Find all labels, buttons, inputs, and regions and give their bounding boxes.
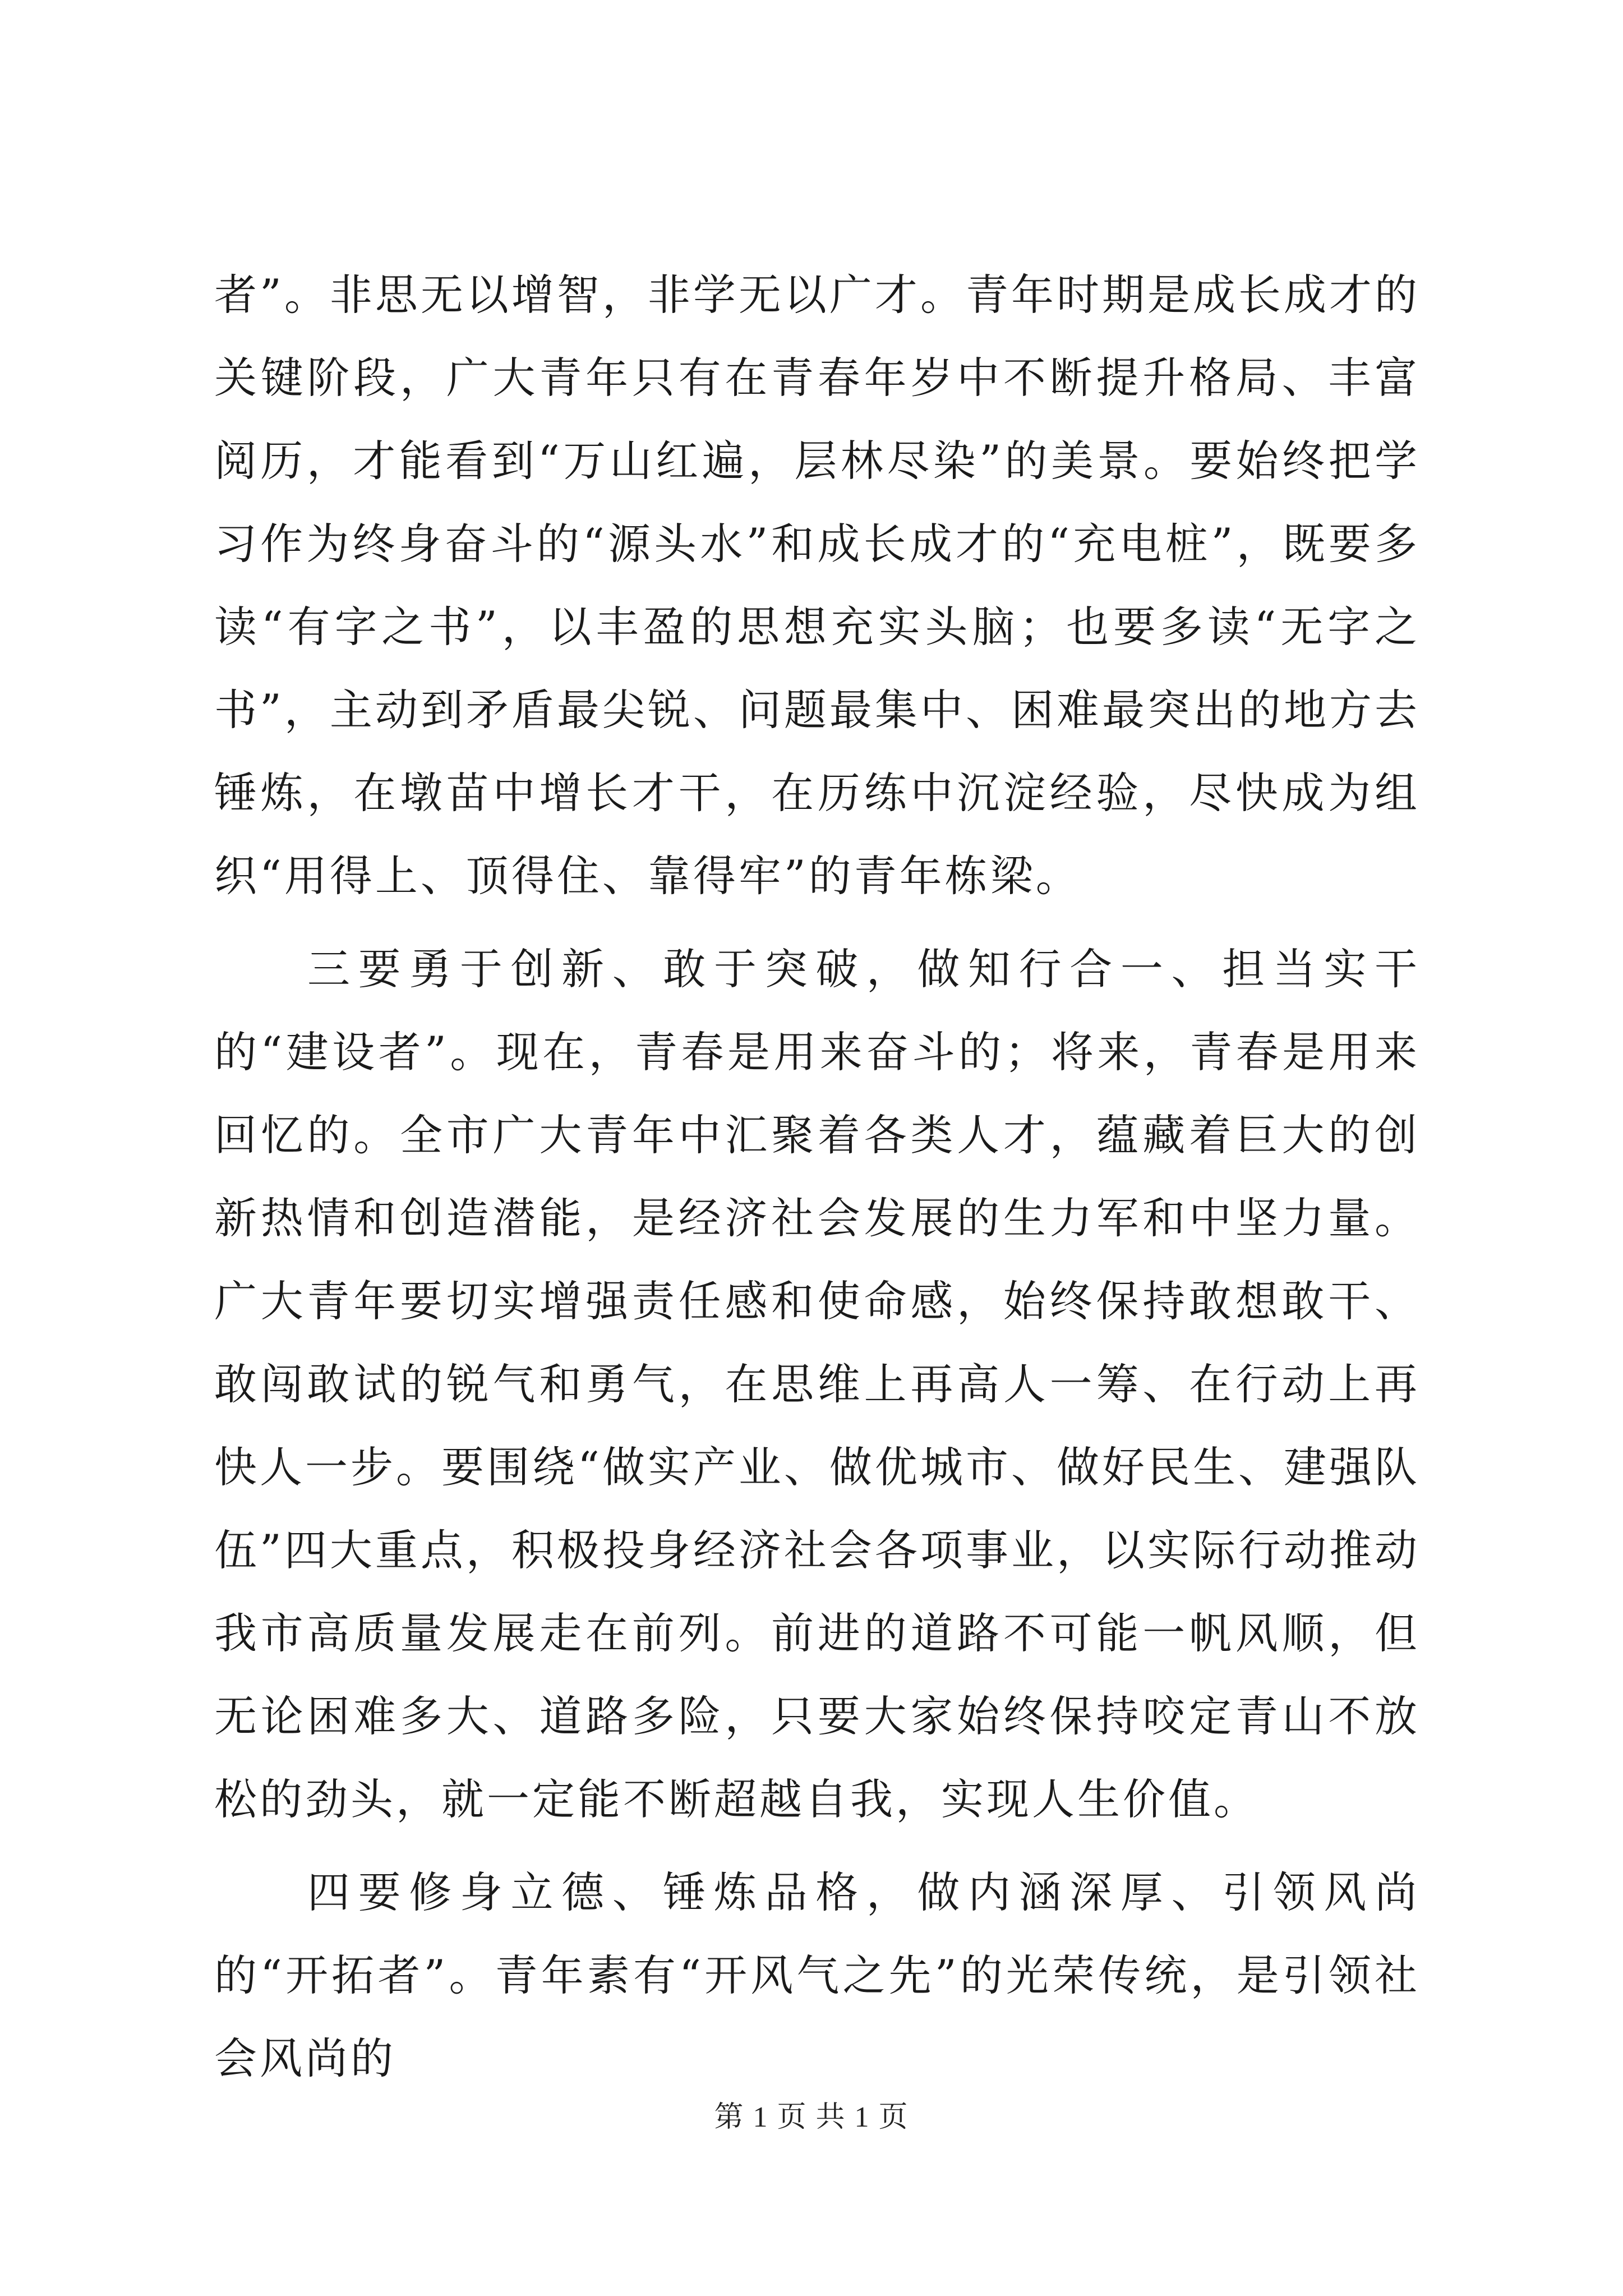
paragraph-point-four: 四要修身立德、锤炼品格，做内涵深厚、引领风尚的“开拓者”。青年素有“开风气之先”的光荣传统，是引领社会风尚的 [214, 1867, 1420, 2083]
paragraph-continuation: 者”。非思无以增智，非学无以广才。青年时期是成长成才的关键阶段，广大青年只有在青春年岁中不断提升格局、丰富阅历，才能看到“万山红遍，层林尽染”的美景。要始终把学习作为终身奋斗的“源头水”和成长成才的“充电桩”，既要多读“有字之书”，以丰盈的思想充实头脑；也要多读“无字之书”，主动到矛盾最尖锐、问题最集中、困难最突出的地方去锤炼，在墩苗中增长才干，在历练中沉淀经验，尽快成为组织“用得上、顶得住、靠得牢”的青年栋梁。 [214, 270, 1420, 901]
paragraph-point-three: 三要勇于创新、敢于突破，做知行合一、担当实干的“建设者”。现在，青春是用来奋斗的；将来，青春是用来回忆的。全市广大青年中汇聚着各类人才，蕴藏着巨大的创新热情和创造潜能，是经济社会发展的生力军和中坚力量。广大青年要切实增强责任感和使命感，始终保持敢想敢干、敢闯敢试的锐气和勇气，在思维上再高人一筹、在行动上再快人一步。要围绕“做实产业、做优城市、做好民生、建强队伍”四大重点，积极投身经济社会各项事业，以实际行动推动我市高质量发展走在前列。前进的道路不可能一帆风顺，但无论困难多大、道路多险，只要大家始终保持咬定青山不放松的劲头，就一定能不断超越自我，实现人生价值。 [214, 944, 1420, 1824]
document-body [214, 254, 1420, 2100]
page-footer: 第 1 页 共 1 页 [714, 2101, 909, 2133]
